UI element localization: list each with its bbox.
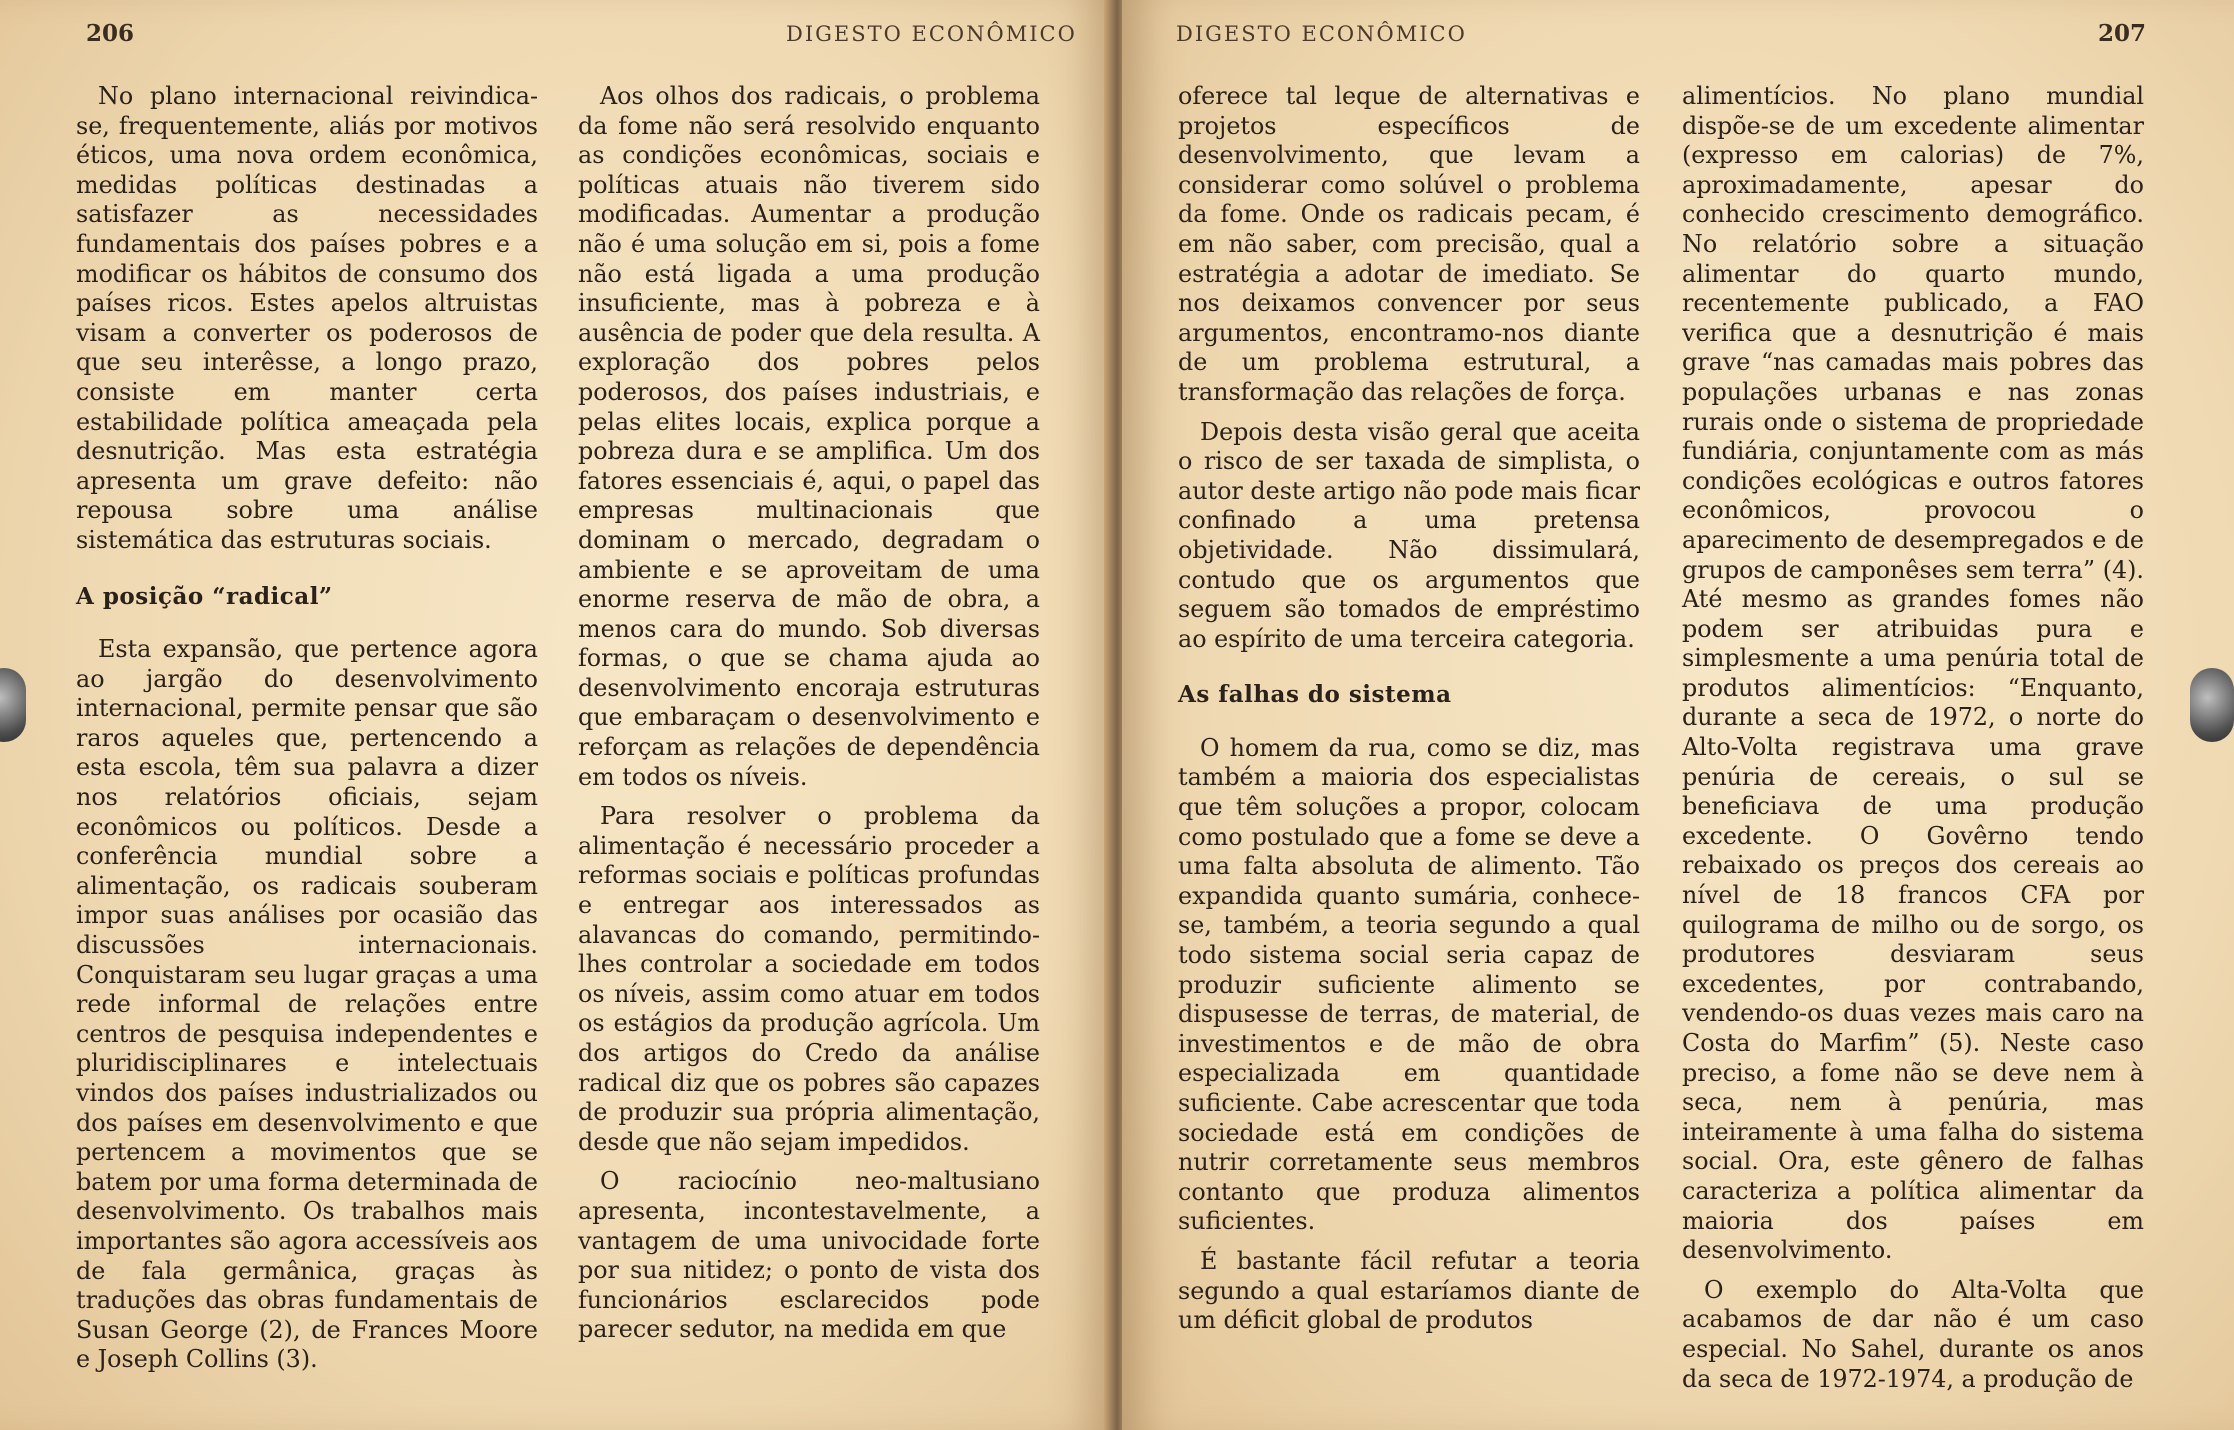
section-heading: As falhas do sistema (1178, 681, 1452, 709)
right-column-2 (1682, 82, 2144, 1404)
running-head-right: DIGESTO ECONÔMICO (1176, 22, 1467, 46)
paragraph: É bastante fácil refutar a teoria segundo a qual estaríamos diante de um déficit global de produtos (1178, 1246, 1640, 1335)
paragraph: O homem da rua, como se diz, mas também a maioria dos especialistas que têm soluções a propor, colocam como postulado que a fome se deve a uma falta absoluta de alimento. Tão expandida quanto sumária, conhece-se, também, a teoria segundo a qual todo sistema social seria capaz de produzir suficiente alimento se dispusesse de terras, de material, de investimentos e de mão de obra especializada em quantidade suficiente. Cabe acrescentar que toda sociedade está em condições de nutrir corretamente seus membros contanto que produza alimentos suficientes. (1178, 733, 1640, 1236)
binder-clip-icon (2190, 668, 2234, 742)
right-page (1122, 0, 2234, 1430)
paragraph: Para resolver o problema da alimentação é necessário proceder a reformas sociais e políticas profundas e entregar aos interessados as alavancas do comando, permitindo-lhes controlar a sociedade em todos os níveis, assim como atuar em todos os estágios da produção agrícola. Um dos artigos do Credo da análise radical diz que os pobres são capazes de produzir sua própria alimentação, desde que não sejam impedidos. (578, 802, 1040, 1156)
paragraph: O exemplo do Alta-Volta que acabamos de dar não é um caso especial. No Sahel, durante os anos da seca de 1972-1974, a produção de (1682, 1275, 2144, 1393)
running-head-left: DIGESTO ECONÔMICO (786, 22, 1077, 46)
paragraph: Esta expansão, que pertence agora ao jargão do desenvolvimento internacional, permite pensar que são raros aqueles que, pertencendo a esta escola, têm sua palavra a dizer nos relatórios oficiais, sejam econômicos ou políticos. Desde a conferência mundial sobre a alimentação, os radicais souberam impor suas análises por ocasião das discussões internacionais. Conquistaram seu lugar graças a uma rede informal de relações entre centros de pesquisa independentes e pluridisciplinares e intelectuais vindos dos países industrializados ou dos países em desenvolvimento e que pertencem a movimentos que se batem por uma forma determinada de desenvolvimento. Os trabalhos mais importantes são agora accessíveis aos de fala germânica, graças às traduções das obras fundamentais de Susan George (2), de Frances Moore e Joseph Collins (3). (76, 635, 538, 1374)
paragraph: alimentícios. No plano mundial dispõe-se de um excedente alimentar (expresso em calorias) de 7%, aproximadamente, apesar do conhecido crescimento demográfico. No relatório sobre a situação alimentar do quarto mundo, recentemente publicado, a FAO verifica que a desnutrição é mais grave “nas camadas mais pobres das populações urbanas e nas zonas rurais onde o sistema de propriedade fundiária, conjuntamente com as más condições ecológicas e outros fatores econômicos, provocou o aparecimento de desempregados e de grupos de camponêses sem terra” (4). Até mesmo as grandes fomes não podem ser atribuidas pura e simplesmente a uma penúria total de produtos alimentícios: “Enquanto, durante a seca de 1972, o norte do Alto-Volta registrava uma grave penúria de cereais, o sul se beneficiava de uma produção excedente. O Govêrno tendo rebaixado os preços dos cereais ao nível de 18 francos CFA por quilograma de milho ou de sorgo, os produtores desviaram seus excedentes, por contrabando, vendendo-os duas vezes mais caro na Costa do Marfim” (5). Neste caso preciso, a fome não se deve nem à seca, nem à penúria, mas inteiramente à uma falha do sistema social. Ora, este gênero de falhas caracteriza a política alimentar da maioria dos países em desenvolvimento. (1682, 82, 2144, 1265)
paragraph: No plano internacional reivindica-se, frequentemente, aliás por motivos éticos, uma nova ordem econômica, medidas políticas destinadas a satisfazer as necessidades fundamentais dos países pobres e a modificar os hábitos de consumo dos países ricos. Estes apelos altruistas visam a converter os poderosos de que seu interêsse, a longo prazo, consiste em manter certa estabilidade política ameaçada pela desnutrição. Mas esta estratégia apresenta um grave defeito: não repousa sobre uma análise sistemática das estruturas sociais. (76, 82, 538, 554)
paragraph: oferece tal leque de alternativas e projetos específicos de desenvolvimento, que levam a considerar como solúvel o problema da fome. Onde os radicais pecam, é em não saber, com precisão, qual a estratégia a adotar de imediato. Se nos deixamos convencer por seus argumentos, encontramo-nos diante de um problema estrutural, a transformação das relações de força. (1178, 82, 1640, 406)
left-column-2 (578, 82, 1040, 1355)
binder-clip-icon (0, 668, 26, 742)
page-number-right: 207 (2098, 20, 2147, 47)
page-number-left: 206 (86, 20, 135, 47)
paragraph: O raciocínio neo-maltusiano apresenta, incontestavelmente, a vantagem de uma univocidade forte por sua nitidez; o ponto de vista dos funcionários esclarecidos pode parecer sedutor, na medida em que (578, 1167, 1040, 1344)
section-heading: A posição “radical” (76, 582, 333, 610)
paragraph: Aos olhos dos radicais, o problema da fome não será resolvido enquanto as condições econômicas, sociais e políticas atuais não tiverem sido modificadas. Aumentar a produção não é uma solução em si, pois a fome não está ligada a uma produção insuficiente, mas à pobreza e à ausência de poder que dela resulta. A exploração dos pobres pelos poderosos, dos países industriais, e pelas elites locais, explica porque a pobreza dura e se amplifica. Um dos fatores essenciais é, aqui, o papel das empresas multinacionais que dominam o mercado, degradam o ambiente e se aproveitam de uma enorme reserva de mão de obra, a menos cara do mundo. Sob diversas formas, o que se chama ajuda ao desenvolvimento encoraja estruturas que embaraçam o desenvolvimento e reforçam as relações de dependência em todos os níveis. (578, 82, 1040, 791)
right-column-1 (1178, 82, 1640, 1346)
paragraph: Depois desta visão geral que aceita o risco de ser taxada de simplista, o autor deste artigo não pode mais ficar confinado a uma pretensa objetividade. Não dissimulará, contudo que os argumentos que seguem são tomados de empréstimo ao espírito de uma terceira categoria. (1178, 417, 1640, 653)
left-page (0, 0, 1112, 1430)
left-column-1 (76, 82, 538, 1385)
